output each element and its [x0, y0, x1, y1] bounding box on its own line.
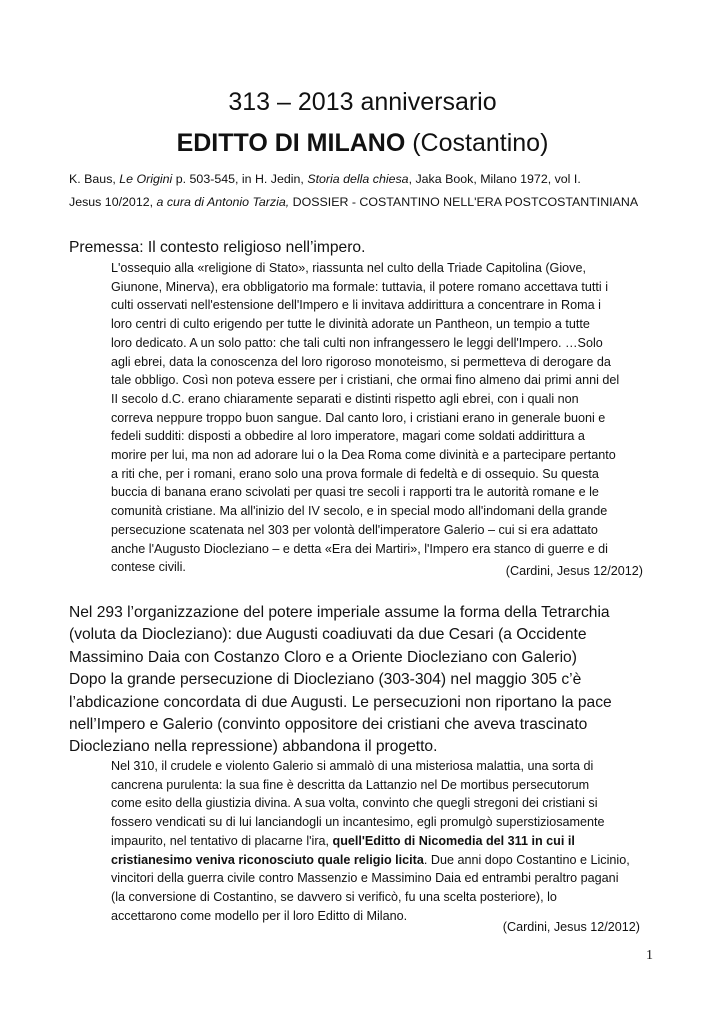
title-editto — [0, 129, 725, 158]
text-line: comunità cristiane. Ma all'inizio del IV secolo, e in special modo all'indomani della grande — [111, 504, 608, 519]
text-line: fossero vendicati su di lui lanciandogli un incantesimo, egli promulgò superstiziosamente — [111, 815, 605, 830]
citation-cardini-1: (Cardini, Jesus 12/2012) — [505, 564, 643, 578]
title-editto-bold: EDITTO DI MILANO — [176, 129, 406, 157]
text-line: Dopo la grande persecuzione di Diocleziano (303-304) nel maggio 305 c’è — [69, 671, 582, 689]
ref1-work: Le Origini — [119, 172, 173, 186]
quote-bold-text: cristianesimo veniva riconosciuto quale religio licita — [111, 852, 424, 867]
text-line: fedeli sudditi: disposti a obbedire al loro imperatore, magari come soldati addirittura a — [111, 429, 585, 444]
text-line: anche l'Augusto Diocleziano – e detta «Era dei Martiri», l'Impero era stanco di guerre e di — [111, 541, 608, 556]
text-line: cancrena purulenta: la sua fine è descritta da Lattanzio nel De mortibus persecutorum — [111, 777, 590, 792]
ref1-publisher: , Jaka Book, Milano 1972, vol I. — [408, 172, 581, 186]
text-line: loro dedicato. A un solo patto: che tali culti non infrangessero le leggi dell'Impero. …Solo — [111, 335, 603, 350]
text-line: come esito della giustizia divina. A sua volta, convinto che quegli stregoni dei cristiani si — [111, 796, 598, 811]
text-line: Nel 293 l’organizzazione del potere imperiale assume la forma della Tetrarchia — [69, 604, 610, 621]
reference-baus — [69, 172, 581, 186]
quote-line — [111, 832, 656, 851]
text-line: nell’Impero e Galerio (convinto oppositore dei cristiani che aveva trascinato — [69, 716, 588, 734]
ref1-author: K. Baus, — [69, 172, 120, 186]
citation-cardini-2: (Cardini, Jesus 12/2012) — [502, 920, 640, 934]
text-line: loro centri di culto erigendo per tutte le divinità adorate un Pantheon, un tempio a tutte — [111, 317, 590, 332]
ref2-source: Jesus 10/2012, — [69, 195, 157, 209]
quote-line — [111, 851, 656, 870]
text-line: contese civili. — [111, 560, 186, 575]
text-line: L'ossequio alla «religione di Stato», riassunta nel culto della Triade Capitolina (Giove, — [111, 261, 586, 275]
quote-galerio — [111, 757, 656, 925]
ref2-editor: a cura di Antonio Tarzia, — [156, 195, 290, 209]
ref1-series: Storia della chiesa — [307, 172, 409, 186]
text-line: Nel 310, il crudele e violento Galerio si ammalò di una misteriosa malattia, una sorta di — [111, 759, 594, 773]
quote-premessa — [111, 259, 656, 577]
main-paragraph — [69, 602, 612, 759]
quote-bold-text: quell'Editto di Nicomedia del 311 in cui il — [332, 833, 575, 848]
text-line: accettarono come modello per il loro Editto di Milano. — [111, 908, 408, 923]
reference-jesus — [69, 195, 638, 209]
text-line: culti osservati nell'estensione dell'Impero e li invitava addirittura a concentrare in Roma i — [111, 298, 601, 313]
text-line: morire per lui, ma non ad adorare lui o la Dea Roma come divinità e a partecipare pertanto — [111, 448, 616, 463]
title-anniversary: 313 – 2013 anniversario — [228, 88, 497, 116]
quote-text: . Due anni dopo Costantino e Licinio, — [423, 852, 630, 867]
text-line: (la conversione di Costantino, se davvero si verificò, fu una scelta posteriore), lo — [111, 889, 557, 904]
text-line: l’abdicazione concordata di due Augusti. Le persecuzioni non riportano la pace — [69, 693, 612, 711]
text-line: Massimino Daia con Costanzo Cloro e a Oriente Diocleziano con Galerio) — [69, 648, 577, 666]
text-line: a riti che, per i romani, erano solo una prova formale di fedeltà e di ossequio. Su questa — [111, 466, 599, 481]
text-line: buccia di banana erano scivolati per quasi tre secoli i rapporti tra le autorità romane e le — [111, 485, 599, 500]
text-line: Diocleziano nella repressione) abbandona il progetto. — [69, 738, 438, 756]
premessa-heading: Premessa: Il contesto religioso nell’impero. — [69, 239, 366, 256]
text-line: agli ebrei, data la conoscenza del loro rigoroso monoteismo, si permetteva di derogare da — [111, 354, 611, 369]
text-line: tale obbligo. Così non poteva essere per i cristiani, che ormai fino almeno dai primi anni del — [111, 373, 620, 388]
text-line: vincitori della guerra civile contro Massenzio e Massimino Daia ed entrambi peraltro pagani — [111, 871, 619, 886]
ref1-pages: p. 503-545, in H. Jedin, — [172, 172, 308, 186]
text-line: Giunone, Minerva), era obbligatorio ma formale: tuttavia, il potere romano accettava tutti i — [111, 279, 608, 294]
text-line: persecuzione scatenata nel 303 per volontà dell'imperatore Galerio – cui si era adattato — [111, 522, 598, 537]
text-line: correva neppure troppo buon sangue. Dal canto loro, i cristiani erano in generale buoni e — [111, 410, 606, 425]
ref2-dossier: DOSSIER - COSTANTINO NELL'ERA POSTCOSTANTINIANA — [289, 195, 639, 209]
quote-text: impaurito, nel tentativo di placarne l'ira, — [111, 833, 333, 848]
title-editto-rest: (Costantino) — [405, 129, 549, 157]
text-line: (voluta da Diocleziano): due Augusti coadiuvati da due Cesari (a Occidente — [69, 626, 587, 644]
text-line: II secolo d.C. erano chiaramente separati e distinti rispetto agli ebrei, con i quali non — [111, 391, 579, 406]
page-number: 1 — [646, 948, 653, 963]
